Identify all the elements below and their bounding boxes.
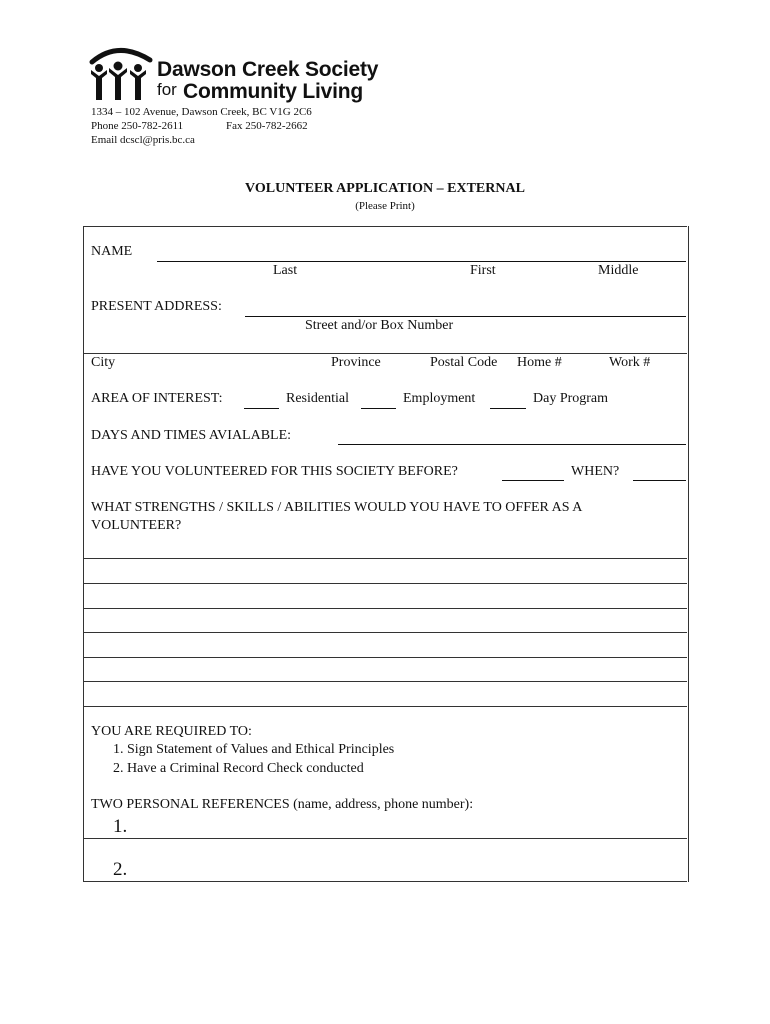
organization-name-for: for	[157, 80, 177, 99]
organization-fax: Fax 250-782-2662	[226, 120, 308, 132]
days-times-field-line[interactable]	[338, 444, 686, 445]
requirement-item: 2. Have a Criminal Record Check conducted	[113, 761, 364, 776]
strengths-question-line1: WHAT STRENGTHS / SKILLS / ABILITIES WOULD YOU HAVE TO OFFER AS A	[91, 500, 583, 515]
address-field-line[interactable]	[245, 316, 686, 317]
days-times-label: DAYS AND TIMES AVIALABLE:	[91, 428, 292, 443]
name-first-caption: First	[470, 263, 496, 278]
work-phone-label: Work #	[609, 355, 651, 370]
interest-label: AREA OF INTEREST:	[91, 391, 223, 406]
name-label: NAME	[91, 244, 133, 259]
city-label: City	[91, 355, 116, 370]
interest-residential-option: Residential	[286, 391, 349, 406]
interest-employment-option: Employment	[403, 391, 476, 406]
form-top-border	[83, 226, 687, 227]
strengths-line-6[interactable]	[83, 681, 687, 682]
reference-number: 1.	[113, 816, 128, 837]
interest-day-program-option: Day Program	[533, 391, 609, 406]
requirements-label: YOU ARE REQUIRED TO:	[91, 724, 252, 739]
interest-residential-blank[interactable]	[244, 408, 279, 409]
interest-day-program-blank[interactable]	[490, 408, 526, 409]
reference-number: 2.	[113, 859, 128, 880]
strengths-line-4[interactable]	[83, 632, 687, 633]
province-label: Province	[331, 355, 381, 370]
references-label: TWO PERSONAL REFERENCES (name, address, phone number):	[91, 797, 474, 812]
reference-divider	[83, 838, 687, 839]
interest-employment-blank[interactable]	[361, 408, 396, 409]
address-caption: Street and/or Box Number	[305, 318, 454, 333]
name-field-line[interactable]	[157, 261, 686, 262]
form-title: VOLUNTEER APPLICATION – EXTERNAL	[245, 181, 525, 196]
strengths-line-3[interactable]	[83, 608, 687, 609]
strengths-question-line2: VOLUNTEER?	[91, 518, 182, 533]
home-phone-label: Home #	[517, 355, 562, 370]
strengths-line-2[interactable]	[83, 583, 687, 584]
volunteered-before-field-line[interactable]	[502, 480, 564, 481]
strengths-line-1[interactable]	[83, 558, 687, 559]
volunteered-before-label: HAVE YOU VOLUNTEERED FOR THIS SOCIETY BEFORE?	[91, 464, 458, 479]
form-bottom-border	[83, 881, 687, 882]
address-label: PRESENT ADDRESS:	[91, 299, 222, 314]
requirement-item: 1. Sign Statement of Values and Ethical Principles	[113, 742, 395, 757]
organization-email: Email dcscl@pris.bc.ca	[91, 134, 195, 146]
when-field-line[interactable]	[633, 480, 686, 481]
organization-logo	[88, 44, 158, 104]
organization-address: 1334 – 102 Avenue, Dawson Creek, BC V1G 2C6	[91, 106, 312, 118]
section-divider	[83, 353, 687, 354]
organization-phone: Phone 250-782-2611	[91, 120, 184, 132]
postal-code-label: Postal Code	[430, 355, 498, 370]
strengths-line-5[interactable]	[83, 657, 687, 658]
strengths-line-7[interactable]	[83, 706, 687, 707]
form-subtitle: (Please Print)	[355, 200, 415, 212]
when-label: WHEN?	[571, 464, 620, 479]
organization-name-line2: Community Living	[183, 80, 363, 103]
name-last-caption: Last	[273, 263, 298, 278]
name-middle-caption: Middle	[598, 263, 639, 278]
organization-name-line1: Dawson Creek Society	[157, 58, 379, 81]
